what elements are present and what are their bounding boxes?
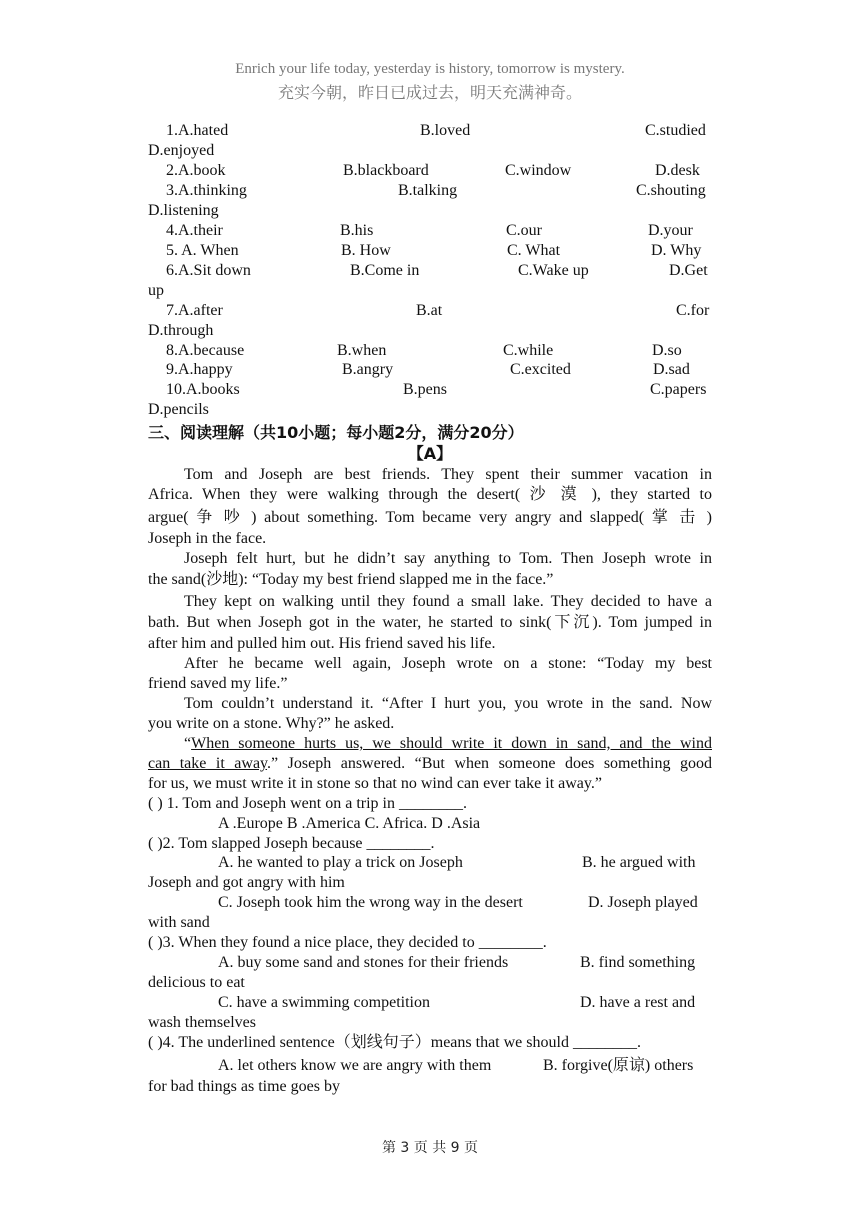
option-10b: B.pens (403, 381, 447, 398)
question-3-option-b: B. find something (580, 954, 696, 971)
option-5d: D. Why (651, 242, 702, 259)
passage-line: friend saved my life.” (148, 675, 288, 692)
passage-line: bath. But when Joseph got in the water, he started to sink(下沉). Tom jumped in (148, 614, 712, 631)
option-9c: C.excited (510, 361, 571, 378)
question-3-option-c: C. have a swimming competition (218, 994, 430, 1011)
option-9d: D.sad (653, 361, 690, 378)
option-5a: 5. A. When (166, 242, 239, 259)
option-6d: D.Get (669, 262, 708, 279)
option-2b: B.blackboard (343, 162, 429, 179)
option-1a: 1.A.hated (166, 122, 229, 139)
option-2c: C.window (505, 162, 572, 179)
passage-line: argue( 争 吵 ) about something. Tom became very angry and slapped( 掌 击 ) (148, 509, 712, 526)
question-3-stem: ( )3. When they found a nice place, they decided to ________. (148, 934, 547, 951)
question-2-option-d-cont: with sand (148, 914, 210, 931)
quote-rest: .” Joseph answered. “But when someone does something good (267, 755, 713, 772)
passage-line: Joseph felt hurt, but he didn’t say anything to Tom. Then Joseph wrote in (184, 550, 712, 567)
passage-line: after him and pulled him out. His friend saved his life. (148, 635, 496, 652)
option-6a: 6.A.Sit down (166, 262, 251, 279)
option-4d: D.your (648, 222, 693, 239)
passage-line: Joseph in the face. (148, 530, 267, 547)
option-5b: B. How (341, 242, 391, 259)
option-7c: C.for (676, 302, 710, 319)
underlined-sentence-part-1: When someone hurts us, we should write it down in sand, and the wind (191, 735, 712, 752)
option-2a: 2.A.book (166, 162, 226, 179)
passage-line: Africa. When they were walking through the desert( 沙 漠 ), they started to (148, 486, 712, 503)
question-4-option-b: B. forgive(原谅) others (543, 1057, 694, 1074)
option-1c: C.studied (645, 122, 706, 139)
question-2-stem: ( )2. Tom slapped Joseph because ________. (148, 835, 435, 852)
question-1-options: A .Europe B .America C. Africa. D .Asia (218, 815, 481, 832)
question-2-option-d: D. Joseph played (588, 894, 698, 911)
option-6c: C.Wake up (518, 262, 589, 279)
question-3-option-d-cont: wash themselves (148, 1014, 256, 1031)
option-3a: 3.A.thinking (166, 182, 247, 199)
option-10a: 10.A.books (166, 381, 240, 398)
section-title-reading: 三、阅读理解（共10小题；每小题2分，满分20分） (148, 423, 524, 442)
option-7a: 7.A.after (166, 302, 223, 319)
question-1-stem: ( ) 1. Tom and Joseph went on a trip in ________. (148, 795, 467, 812)
question-2-option-b: B. he argued with (582, 854, 696, 871)
passage-line: They kept on walking until they found a small lake. They decided to have a (184, 593, 712, 610)
option-4b: B.his (340, 222, 374, 239)
option-8c: C.while (503, 342, 554, 359)
option-7b: B.at (416, 302, 443, 319)
option-1b: B.loved (420, 122, 471, 139)
option-1d: D.enjoyed (148, 142, 215, 159)
option-8a: 8.A.because (166, 342, 245, 359)
question-2-option-c: C. Joseph took him the wrong way in the desert (218, 894, 523, 911)
quote-line-3: for us, we must write it in stone so that no wind can ever take it away.” (148, 775, 602, 792)
option-10d: D.pencils (148, 401, 209, 418)
option-8d: D.so (652, 342, 682, 359)
passage-line: Tom and Joseph are best friends. They spent their summer vacation in (184, 466, 712, 483)
option-5c: C. What (507, 242, 561, 259)
question-4-option-a: A. let others know we are angry with them (218, 1057, 492, 1074)
option-3d: D.listening (148, 202, 219, 219)
question-3-option-d: D. have a rest and (580, 994, 696, 1011)
option-10c: C.papers (650, 381, 707, 398)
passage-line: the sand(沙地): “Today my best friend slapped me in the face.” (148, 571, 554, 588)
option-9a: 9.A.happy (166, 361, 233, 378)
option-6d-cont: up (148, 282, 164, 299)
quote-open: “ (184, 735, 192, 752)
option-3b: B.talking (398, 182, 458, 199)
passage-line: you write on a stone. Why?” he asked. (148, 715, 395, 732)
option-4c: C.our (506, 222, 542, 239)
option-4a: 4.A.their (166, 222, 223, 239)
question-4-stem: ( )4. The underlined sentence（划线句子）means that we should ________. (148, 1034, 641, 1051)
question-3-option-a: A. buy some sand and stones for their friends (218, 954, 509, 971)
question-2-option-b-cont: Joseph and got angry with him (148, 874, 345, 891)
page-number: 第 3 页 共 9 页 (381, 1140, 479, 1156)
header-motto-en: Enrich your life today, yesterday is history, tomorrow is mystery. (235, 61, 625, 77)
option-8b: B.when (337, 342, 387, 359)
question-4-option-b-cont: for bad things as time goes by (148, 1078, 340, 1095)
option-6b: B.Come in (350, 262, 420, 279)
quote-line-2 (148, 754, 712, 774)
quote-line-1 (184, 734, 712, 754)
option-7d: D.through (148, 322, 214, 339)
question-2-option-a: A. he wanted to play a trick on Joseph (218, 854, 463, 871)
passage-label: 【A】 (407, 444, 453, 463)
option-2d: D.desk (655, 162, 700, 179)
passage-line: After he became well again, Joseph wrote on a stone: “Today my best (184, 655, 712, 672)
option-9b: B.angry (342, 361, 394, 378)
question-3-option-b-cont: delicious to eat (148, 974, 245, 991)
passage-line: Tom couldn’t understand it. “After I hurt you, you wrote in the sand. Now (184, 695, 712, 712)
header-motto-cn: 充实今朝，昨日已成过去，明天充满神奇。 (277, 83, 582, 102)
option-3c: C.shouting (636, 182, 706, 199)
underlined-sentence-part-2: can take it away (148, 755, 268, 772)
